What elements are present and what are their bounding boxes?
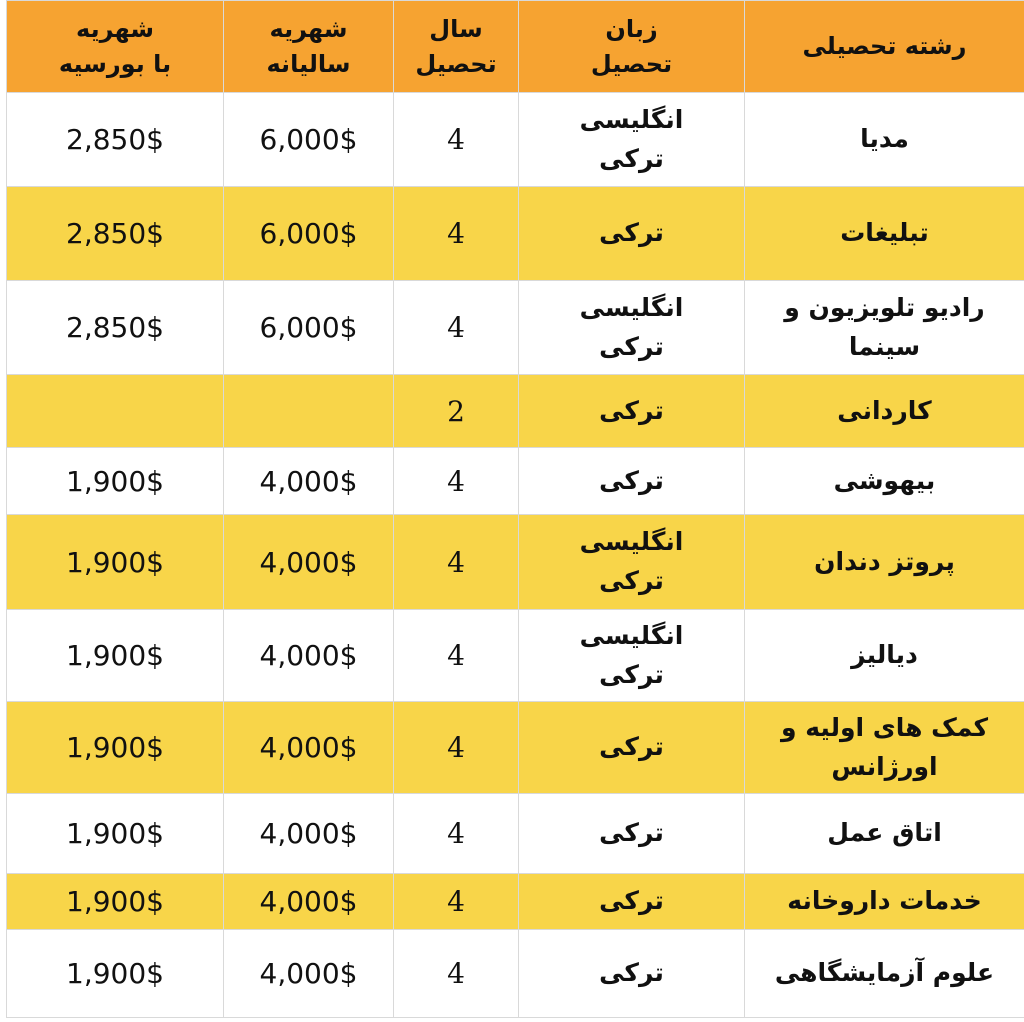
table-row xyxy=(7,794,1024,874)
annual-fee-cell: 6,000$ xyxy=(224,281,394,375)
field-cell xyxy=(745,874,1024,930)
header-annual-fee: شهریه سالیانه xyxy=(224,1,394,93)
header-years: سال تحصیل xyxy=(394,1,519,93)
header-scholarship-fee: شهریه با بورسیه xyxy=(7,1,224,93)
scholarship-fee-cell: 1,900$ xyxy=(7,794,224,874)
years-cell: 4 xyxy=(394,515,519,610)
language-cell-line: ترکی xyxy=(599,395,664,425)
years-cell: 4 xyxy=(394,874,519,930)
language-cell xyxy=(519,874,745,930)
field-cell xyxy=(745,610,1024,702)
table-body xyxy=(7,93,1024,1018)
tuition-table xyxy=(6,0,1024,1018)
language-cell xyxy=(519,610,745,702)
language-cell-line: ترکی xyxy=(599,218,664,248)
header-language: زبان تحصیل xyxy=(519,1,745,93)
table-row xyxy=(7,874,1024,930)
field-cell xyxy=(745,702,1024,794)
years-cell: 4 xyxy=(394,93,519,187)
language-cell-line: ترکی xyxy=(599,732,664,762)
language-cell-line: انگلیسی xyxy=(579,292,684,322)
table-row xyxy=(7,610,1024,702)
language-cell-line: انگلیسی xyxy=(579,620,684,650)
header-row xyxy=(7,1,1024,93)
language-cell-line: انگلیسی xyxy=(579,104,684,134)
field-cell xyxy=(745,448,1024,515)
scholarship-fee-cell xyxy=(7,375,224,448)
field-cell-line: کاردانی xyxy=(837,395,932,425)
scholarship-fee-cell: 2,850$ xyxy=(7,187,224,281)
table-row xyxy=(7,448,1024,515)
language-cell-line: انگلیسی xyxy=(579,527,684,557)
language-cell-line: ترکی xyxy=(599,465,664,495)
language-cell xyxy=(519,448,745,515)
language-cell-line: ترکی xyxy=(599,958,664,988)
language-cell xyxy=(519,187,745,281)
scholarship-fee-cell: 1,900$ xyxy=(7,874,224,930)
language-cell-line: ترکی xyxy=(599,331,664,361)
field-cell xyxy=(745,794,1024,874)
scholarship-fee-cell: 1,900$ xyxy=(7,515,224,610)
annual-fee-cell: 4,000$ xyxy=(224,794,394,874)
language-cell xyxy=(519,93,745,187)
annual-fee-cell: 4,000$ xyxy=(224,448,394,515)
years-cell: 4 xyxy=(394,448,519,515)
field-cell xyxy=(745,930,1024,1018)
language-cell-line: ترکی xyxy=(599,818,664,848)
language-cell xyxy=(519,515,745,610)
scholarship-fee-cell: 1,900$ xyxy=(7,702,224,794)
field-cell xyxy=(745,93,1024,187)
language-cell-line: ترکی xyxy=(599,566,664,595)
table-row xyxy=(7,515,1024,610)
language-cell-line: ترکی xyxy=(599,886,664,916)
annual-fee-cell: 4,000$ xyxy=(224,515,394,610)
years-cell: 4 xyxy=(394,281,519,375)
years-cell: 2 xyxy=(394,375,519,448)
header-field: رشته تحصیلی xyxy=(745,1,1024,93)
field-cell-line: دیالیز xyxy=(851,640,918,670)
scholarship-fee-cell: 1,900$ xyxy=(7,448,224,515)
field-cell-line: تبلیغات xyxy=(840,218,929,248)
language-cell xyxy=(519,375,745,448)
field-cell xyxy=(745,515,1024,610)
language-cell-line: ترکی xyxy=(599,143,664,173)
table-row xyxy=(7,281,1024,375)
annual-fee-cell: 6,000$ xyxy=(224,187,394,281)
years-cell: 4 xyxy=(394,930,519,1018)
field-cell-line: اورژانس xyxy=(831,751,938,781)
table-row xyxy=(7,702,1024,794)
scholarship-fee-cell: 2,850$ xyxy=(7,93,224,187)
field-cell-line: بیهوشی xyxy=(833,465,936,495)
scholarship-fee-cell: 1,900$ xyxy=(7,610,224,702)
years-cell: 4 xyxy=(394,702,519,794)
annual-fee-cell: 4,000$ xyxy=(224,930,394,1018)
field-cell-line: پروتز دندان xyxy=(814,546,955,576)
scholarship-fee-cell: 2,850$ xyxy=(7,281,224,375)
language-cell xyxy=(519,930,745,1018)
language-cell-line: ترکی xyxy=(599,659,664,689)
field-cell xyxy=(745,375,1024,448)
annual-fee-cell xyxy=(224,375,394,448)
language-cell xyxy=(519,281,745,375)
table-row xyxy=(7,375,1024,448)
annual-fee-cell: 4,000$ xyxy=(224,702,394,794)
years-cell: 4 xyxy=(394,187,519,281)
annual-fee-cell: 4,000$ xyxy=(224,610,394,702)
table-row xyxy=(7,930,1024,1018)
field-cell-line: علوم آزمایشگاهی xyxy=(774,958,995,988)
years-cell: 4 xyxy=(394,794,519,874)
language-cell xyxy=(519,702,745,794)
field-cell-line: رادیو تلویزیون و سینما xyxy=(784,292,985,361)
field-cell-line: خدمات داروخانه xyxy=(787,886,982,916)
field-cell xyxy=(745,281,1024,375)
annual-fee-cell: 6,000$ xyxy=(224,93,394,187)
table-row xyxy=(7,93,1024,187)
field-cell-line: کمک های اولیه و xyxy=(780,712,989,742)
language-cell xyxy=(519,794,745,874)
scholarship-fee-cell: 1,900$ xyxy=(7,930,224,1018)
table-row xyxy=(7,187,1024,281)
years-cell: 4 xyxy=(394,610,519,702)
field-cell xyxy=(745,187,1024,281)
annual-fee-cell: 4,000$ xyxy=(224,874,394,930)
field-cell-line: اتاق عمل xyxy=(827,818,942,848)
field-cell-line: مدیا xyxy=(860,124,909,154)
